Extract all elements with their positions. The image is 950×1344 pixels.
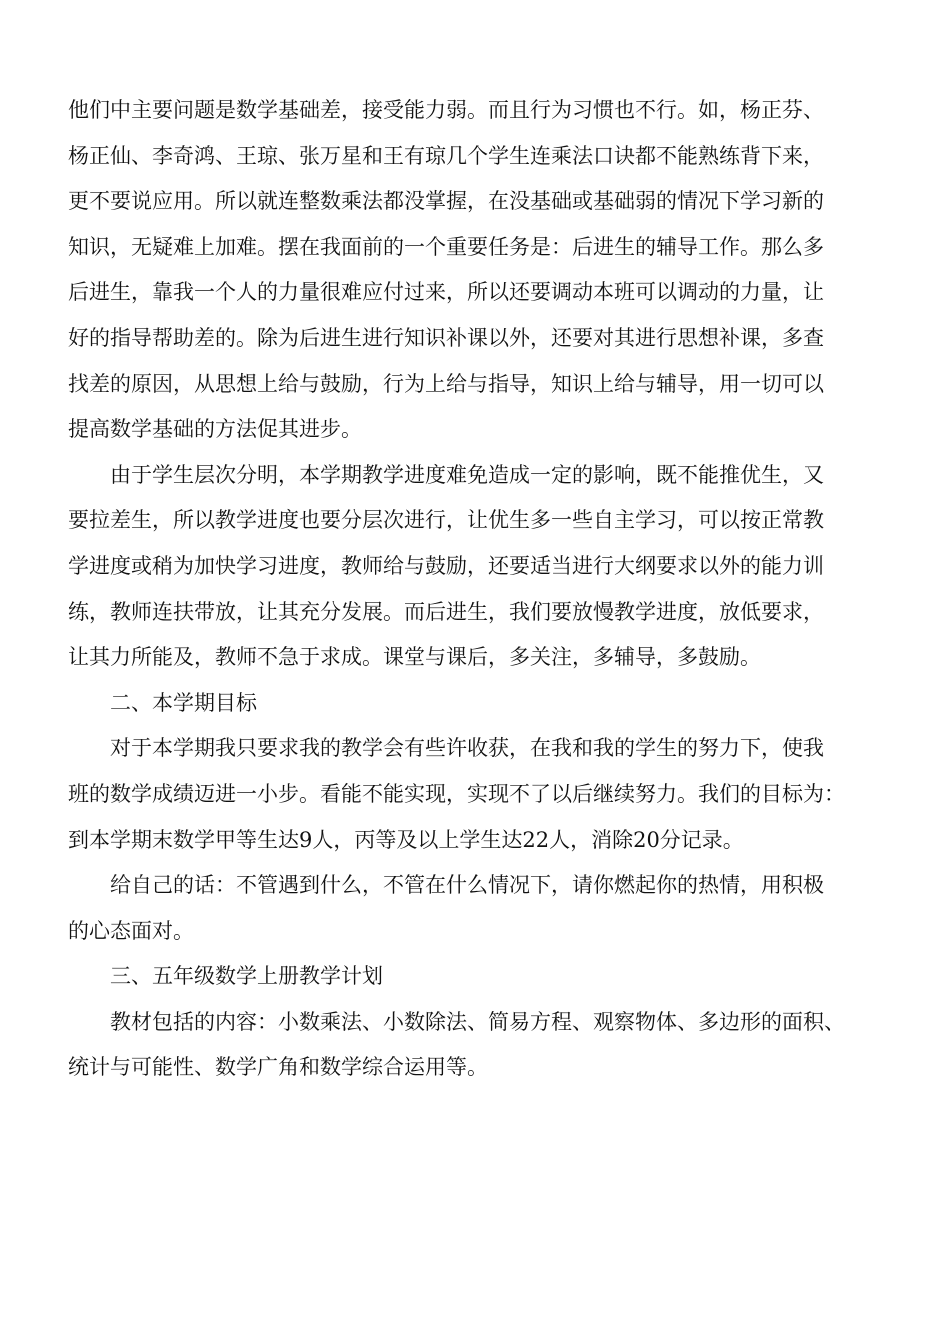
paragraph-line: 他们中主要问题是数学基础差，接受能力弱。而且行为习惯也不行。如，杨正芬、 [68, 98, 824, 122]
paragraph-line: 后进生，靠我一个人的力量很难应付过来，所以还要调动本班可以调动的力量，让 [68, 280, 824, 305]
paragraph-line: 教材包括的内容：小数乘法、小数除法、简易方程、观察物体、多边形的面积、 [110, 1009, 845, 1034]
paragraph-line: 杨正仙、李奇鸿、王琼、张万星和王有琼几个学生连乘法口诀都不能熟练背下来， [68, 143, 824, 168]
paragraph-line: 到本学期末数学甲等生达9人，丙等及以上学生达22人，消除20分记录。 [68, 827, 744, 852]
paragraph-line: 要拉差生，所以教学进度也要分层次进行，让优生多一些自主学习，可以按正常教 [68, 508, 824, 533]
document-body [68, 88, 888, 1091]
paragraph-line: 学进度或稍为加快学习进度，教师给与鼓励，还要适当进行大纲要求以外的能力训 [68, 553, 824, 578]
paragraph-line: 由于学生层次分明，本学期教学进度难免造成一定的影响，既不能推优生，又 [110, 462, 824, 487]
paragraph-line: 知识，无疑难上加难。摆在我面前的一个重要任务是：后进生的辅导工作。那么多 [68, 234, 824, 259]
section-heading: 二、本学期目标 [110, 690, 257, 715]
paragraph-line: 找差的原因，从思想上给与鼓励，行为上给与指导，知识上给与辅导，用一切可以 [68, 371, 824, 396]
section-heading: 三、五年级数学上册教学计划 [110, 964, 383, 989]
paragraph-line: 给自己的话：不管遇到什么，不管在什么情况下，请你燃起你的热情，用积极 [110, 873, 824, 898]
paragraph-line: 的心态面对。 [68, 918, 194, 943]
paragraph-line: 好的指导帮助差的。除为后进生进行知识补课以外，还要对其进行思想补课，多查 [68, 325, 824, 350]
paragraph-line: 更不要说应用。所以就连整数乘法都没掌握，在没基础或基础弱的情况下学习新的 [68, 189, 824, 214]
paragraph-line: 班的数学成绩迈进一小步。看能不能实现，实现不了以后继续努力。我们的目标为： [68, 781, 845, 806]
paragraph-line: 练，教师连扶带放，让其充分发展。而后进生，我们要放慢教学进度，放低要求， [68, 599, 824, 624]
paragraph-line: 统计与可能性、数学广角和数学综合运用等。 [68, 1055, 488, 1080]
paragraph-line: 提高数学基础的方法促其进步。 [68, 417, 362, 442]
paragraph-line: 让其力所能及，教师不急于求成。课堂与课后，多关注，多辅导，多鼓励。 [68, 645, 761, 670]
paragraph-line: 对于本学期我只要求我的教学会有些许收获，在我和我的学生的努力下，使我 [110, 736, 824, 761]
